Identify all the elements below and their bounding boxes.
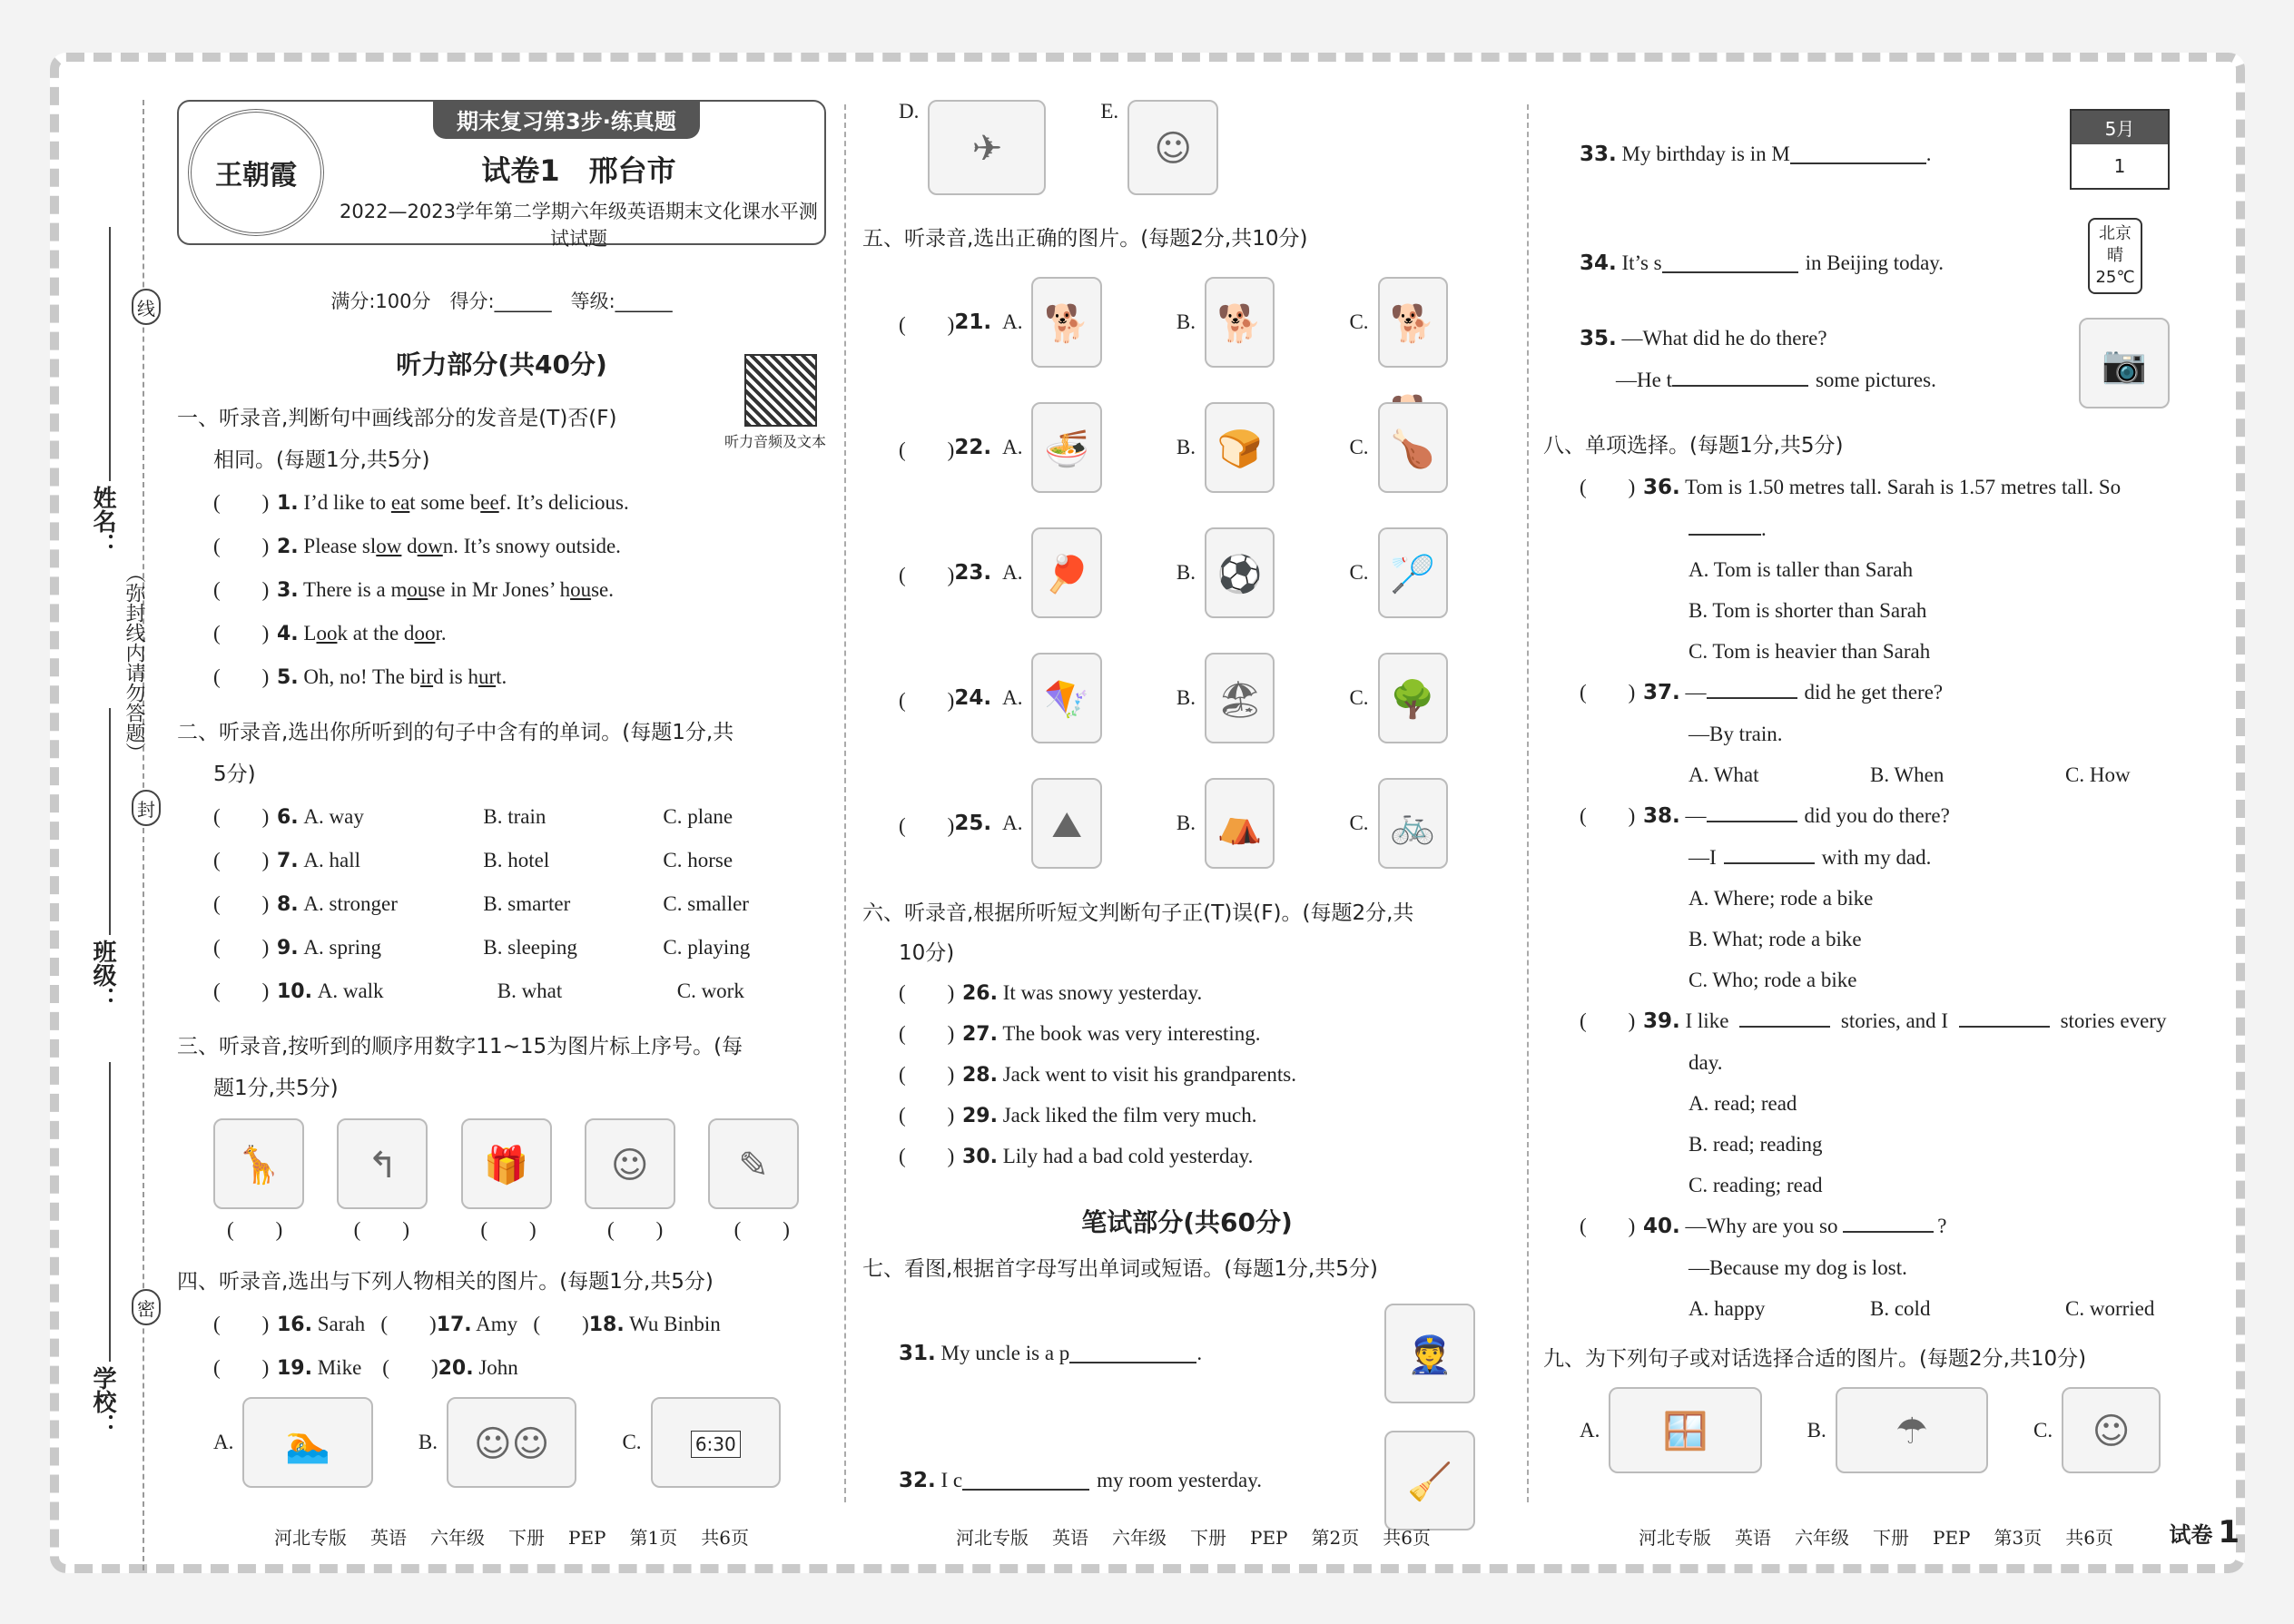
section-2-title: 二、听录音,选出你所听到的句子中含有的单词。(每题1分,共 5分) [177, 721, 734, 786]
sleeping-image: 6:30 [651, 1397, 781, 1488]
exam-header [177, 100, 826, 250]
noodles-milk-image: 🍜 [1031, 402, 1101, 493]
section-4-title: 四、听录音,选出与下列人物相关的图片。(每题1分,共5分) [177, 1270, 714, 1294]
turn-left-sign-icon: ↰ [337, 1118, 428, 1209]
dogs-image: 🐕 [1378, 277, 1448, 368]
family-picnic-image: ☺☺ [447, 1397, 576, 1488]
column-1 [177, 100, 826, 1488]
seal-mark: 封 [132, 790, 161, 826]
question-item: ( ) 27. The book was very interesting. [899, 1022, 1261, 1046]
question-item: 35. —What did he do there? —He t some pictures. 📷 [1543, 318, 2206, 418]
answer-blank[interactable]: ( ) [227, 1218, 283, 1241]
score-line: 满分:100分 得分:______ 等级:______ [330, 290, 673, 312]
question-item: ( ) 24. A. 🪁 B. 🏖 C. 🌳 [862, 635, 1511, 761]
qr-caption: 听力音频及文本 [724, 433, 826, 450]
answer-blank[interactable] [1662, 253, 1798, 273]
section-8-items: ( ) 36. Tom is 1.50 metres tall. Sarah is 1.57 metres tall. So . A. Tom is taller than Sarah B. Tom is shorter than Sarah C. Tom is heavier than Sarah ( ) 37. — did he get there? —By train. A. What B. When C. How ( ) 38. — did you do there? —I with my dad. A. Where; rode a bike B. What; rode a bike C. Who; rode a bike ( ) 39. I like stories, and I stories every day. A. read; read B. read; reading C. reading; read ( ) 40. —Why are you so ? —Because my dog is lost. A. happy B. cold C. worried [1543, 467, 2206, 1329]
umbrella-image: ☂ [1836, 1387, 1988, 1473]
question-item: ( ) 2. Please slow down. It’s snowy outside. [213, 535, 621, 558]
climbing-image: ⛰ [1031, 778, 1101, 869]
page-footer: 河北专版 英语 六年级 下册 PEP 第3页 共6页 [1639, 1527, 2113, 1549]
ping-pong-image: 🏓 [1031, 527, 1101, 618]
question-item: ( ) 28. Jack went to visit his grandparents. [899, 1063, 1296, 1087]
publisher-logo: 王朝霞 [188, 109, 324, 236]
answer-blank[interactable] [1707, 679, 1797, 699]
airport-image: ✈ [928, 100, 1046, 195]
question-item: ( ) 4. Look at the door. [213, 622, 447, 645]
answer-blank[interactable] [1672, 367, 1808, 387]
soccer-image: ⚽ [1205, 527, 1275, 618]
question-item: ( ) 16. Sarah ( )17. Amy ( )18. Wu Binbin [213, 1313, 721, 1336]
question-item: 34. It’s s in Beijing today. 北京 晴 25℃ [1543, 209, 2206, 318]
answer-blank[interactable] [1069, 1343, 1196, 1363]
answer-blank[interactable] [1739, 1008, 1830, 1028]
question-item: 31. My uncle is a p . 👮 [862, 1290, 1511, 1417]
beach-image: 🏖 [1205, 653, 1275, 743]
answer-blank[interactable] [1843, 1213, 1934, 1233]
kite-image: 🪁 [1031, 653, 1101, 743]
gift-box-image: 🎁 [461, 1118, 552, 1209]
question-item: ( ) 25. A. ⛰ B. ⛺ C. 🚲 [862, 761, 1511, 886]
section-2-items [177, 795, 826, 1013]
column-divider [1527, 104, 1529, 1502]
question-item: ( ) 7. A. hall B. hotel C. horse [213, 849, 733, 872]
section-3-title: 三、听录音,按听到的顺序用数字11~15为图片标上序号。(每 题1分,共5分) [177, 1035, 743, 1100]
section-7-title: 七、看图,根据首字母写出单词或短语。(每题1分,共5分) [862, 1257, 1378, 1281]
answer-blank[interactable]: ( ) [606, 1218, 664, 1241]
answer-blank[interactable]: ( ) [353, 1218, 409, 1241]
section-8-title: 八、单项选择。(每题1分,共5分) [1543, 434, 1844, 458]
column-divider [844, 104, 846, 1502]
page-footer: 河北专版 英语 六年级 下册 PEP 第1页 共6页 [274, 1527, 749, 1549]
qr-code-icon[interactable] [744, 354, 817, 427]
question-item: ( ) 19. Mike ( )20. John [213, 1356, 518, 1380]
column-2 [862, 100, 1511, 1544]
line-mark: 线 [132, 289, 161, 325]
section-6-title: 六、听录音,根据所听短文判断句子正(T)误(F)。(每题2分,共 10分) [862, 901, 1414, 965]
answer-blank[interactable] [1959, 1008, 2050, 1028]
question-item: ( ) 39. I like stories, and I stories every [1580, 1009, 2167, 1033]
page-footer: 河北专版 英语 六年级 下册 PEP 第2页 共6页 [956, 1527, 1431, 1549]
answer-blank[interactable]: ( ) [480, 1218, 537, 1241]
answer-blank[interactable] [1724, 844, 1815, 864]
chicken-juice-image: 🍗 [1378, 402, 1448, 493]
section-3-pictures [177, 1109, 826, 1209]
question-item: ( ) 1. I’d like to eat some beef. It’s delicious. [213, 491, 629, 515]
section-1-title: 一、听录音,判断句中画线部分的发音是(T)否(F) 相同。(每题1分,共5分) [177, 407, 617, 472]
question-item: ( ) 6. A. way B. train C. plane [213, 805, 733, 829]
swimming-image: 🏊 [242, 1397, 372, 1488]
girl-painting-image: ✎ [708, 1118, 799, 1209]
question-item: ( ) 5. Oh, no! The bird is hurt. [213, 665, 507, 689]
class-label: 班级： [89, 940, 116, 1010]
question-item: ( ) 38. — did you do there? [1580, 804, 1950, 828]
writing-title: 笔试部分(共60分) [1081, 1207, 1293, 1237]
question-item: ( ) 37. — did he get there? [1580, 681, 1944, 704]
section-4-pictures: A. 🏊 B. ☺☺ C. 6:30 [213, 1397, 826, 1488]
question-item: ( ) 23. A. 🏓 B. ⚽ C. 🏸 [862, 510, 1511, 635]
listening-title: 听力部分(共40分) [396, 349, 607, 379]
answer-blank[interactable] [962, 1471, 1089, 1491]
boy-image: ☺ [585, 1118, 675, 1209]
answer-blank[interactable]: ( ) [733, 1218, 790, 1241]
seal-note: （弥封线内请勿答题） [123, 563, 145, 763]
section-1-items [177, 481, 826, 699]
seal-mark-2: 密 [132, 1289, 161, 1325]
calendar-icon: 5月 1 [2070, 109, 2170, 190]
planting-trees-image: 🌳 [1378, 653, 1448, 743]
question-item: ( ) 26. It was snowy yesterday. [899, 981, 1203, 1005]
question-item: 33. My birthday is in M . 5月 1 [1543, 100, 2206, 209]
section-3-answer-row [177, 1209, 826, 1243]
teacher-image: ☺ [2062, 1387, 2161, 1473]
answer-blank[interactable] [1689, 516, 1761, 536]
question-item: ( ) 22. A. 🍜 B. 🍞 C. 🍗 [862, 385, 1511, 510]
question-item: ( ) 3. There is a mouse in Mr Jones’ house. [213, 578, 614, 602]
girl-cleaning-image: 🧹 [1384, 1431, 1475, 1530]
dog-image: 🐕 [1205, 277, 1275, 368]
policeman-image: 👮 [1384, 1304, 1475, 1403]
dog-image: 🐕 [1031, 277, 1101, 368]
name-label: 姓名： [89, 486, 116, 556]
section-9-pictures: A. 🪟 B. ☂ C. ☺ [1580, 1387, 2206, 1473]
bread-juice-image: 🍞 [1205, 402, 1275, 493]
review-banner: 期末复习第3步·练真题 [433, 100, 700, 139]
column-3 [1543, 100, 2206, 1473]
weather-card: 北京 晴 25℃ [2088, 218, 2142, 294]
question-item: ( ) 8. A. stronger B. smarter C. smaller [213, 892, 749, 916]
tree-giraffe-image: 🦒 [213, 1118, 304, 1209]
name-field[interactable] [109, 227, 111, 481]
question-item: 32. I c my room yesterday. 🧹 [862, 1417, 1511, 1544]
class-field[interactable] [109, 708, 111, 935]
girl-image: ☺ [1127, 100, 1218, 195]
school-label: 学校： [89, 1366, 116, 1437]
tent-image: ⛺ [1205, 778, 1275, 869]
question-item: ( ) 40. —Why are you so ? [1580, 1215, 1947, 1238]
school-field[interactable] [109, 1062, 111, 1362]
answer-blank[interactable] [1707, 802, 1797, 822]
exam-subtitle: 2022—2023学年第二学期六年级英语期末文化课水平测试试题 [340, 201, 818, 250]
badminton-image: 🏸 [1378, 527, 1448, 618]
man-camera-image: 📷 [2079, 318, 2170, 408]
section-5-title: 五、听录音,选出正确的图片。(每题2分,共10分) [862, 227, 1308, 251]
question-item: ( ) 10. A. walk B. what C. work [213, 979, 744, 1003]
window-image: 🪟 [1609, 1387, 1761, 1473]
question-item: ( ) 30. Lily had a bad cold yesterday. [899, 1145, 1254, 1168]
question-item: ( ) 36. Tom is 1.50 metres tall. Sarah is 1.57 metres tall. So [1580, 476, 2122, 499]
cycling-image: 🚲 [1378, 778, 1448, 869]
question-item: ( ) 21. A. 🐕 B. 🐕 C. 🐕 [862, 260, 1511, 385]
question-item: ( ) 29. Jack liked the film very much. [899, 1104, 1257, 1127]
section-9-title: 九、为下列句子或对话选择合适的图片。(每题2分,共10分) [1543, 1347, 2087, 1371]
paper-number: 试卷 1 [2169, 1514, 2240, 1550]
exam-title: 试卷1 邢台市 [481, 153, 676, 188]
section-4-more-pictures: D. ✈ E. ☺ [862, 100, 1511, 209]
answer-blank[interactable] [1790, 144, 1926, 164]
question-item: ( ) 9. A. spring B. sleeping C. playing [213, 936, 751, 960]
